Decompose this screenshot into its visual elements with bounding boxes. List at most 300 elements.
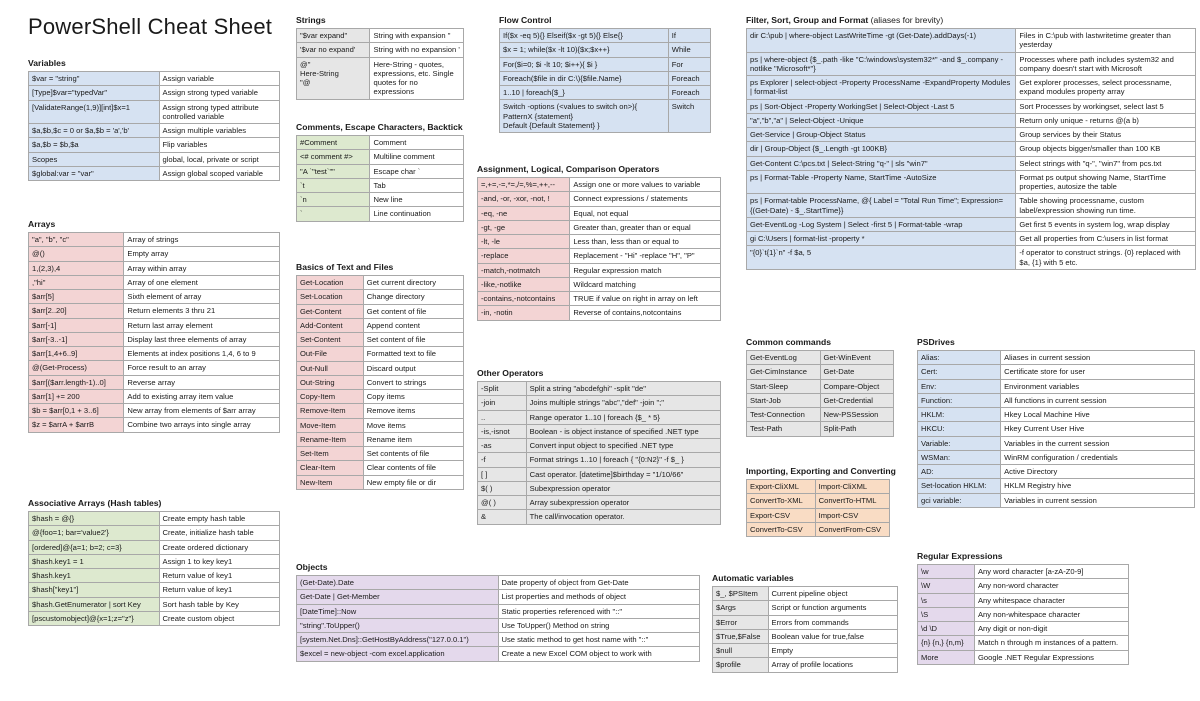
table-row [297, 418, 464, 432]
command-cell: \w [918, 565, 975, 579]
description-cell: Display last three elements of array [124, 332, 280, 346]
table-row [747, 76, 1196, 100]
command-cell: Function: [918, 393, 1001, 407]
description-cell: ConvertTo-HTML [815, 494, 889, 508]
command-cell: HKLM: [918, 408, 1001, 422]
command-cell: ConvertTo-CSV [747, 522, 816, 536]
autovars-table [712, 586, 898, 673]
description-cell: Return elements 3 thru 21 [124, 304, 280, 318]
command-cell: [pscustomobject]@{x=1;z="z"} [29, 611, 160, 625]
command-cell: '$var no expand' [297, 43, 370, 57]
description-cell: WinRM configuration / credentials [1001, 450, 1195, 464]
command-cell: -replace [478, 249, 570, 263]
command-cell: New-Item [297, 475, 364, 489]
table-row [297, 375, 464, 389]
description-cell: Assign variable [159, 72, 279, 86]
table-row [478, 263, 721, 277]
table-row [29, 166, 280, 180]
table-row [297, 150, 464, 164]
table-row [297, 461, 464, 475]
table-row [500, 86, 711, 100]
command-cell: Variable: [918, 436, 1001, 450]
section-heading [746, 15, 1196, 25]
command-cell: Add-Content [297, 318, 364, 332]
command-cell: -match,-notmatch [478, 263, 570, 277]
description-cell: Split-Path [820, 422, 894, 436]
command-cell: [system.Net.Dns]::GetHostByAddress("127.0.0.1") [297, 633, 499, 647]
table-row [747, 246, 1196, 270]
command-cell: -gt, -ge [478, 220, 570, 234]
command-cell: $arr[1] += 200 [29, 389, 124, 403]
table-row [747, 156, 1196, 170]
table-row [918, 565, 1129, 579]
command-cell: $b = $arr[0,1 + 3..6] [29, 404, 124, 418]
command-cell: $arr[5] [29, 290, 124, 304]
command-cell: @" Here-String "@ [297, 57, 370, 99]
table-row [478, 178, 721, 192]
table-row [918, 636, 1129, 650]
table-row [918, 408, 1195, 422]
table-row [747, 170, 1196, 194]
command-cell: Get-CimInstance [747, 365, 821, 379]
table-row [478, 467, 721, 481]
section-heading: Regular Expressions [917, 551, 1003, 561]
table-row [297, 618, 700, 632]
command-cell: Alias: [918, 351, 1001, 365]
table-row [29, 554, 280, 568]
table-row [478, 510, 721, 524]
table-row [500, 29, 711, 43]
arrays-table [28, 232, 280, 433]
description-cell: Create a new Excel COM object to work with [498, 647, 700, 661]
description-cell: TRUE if value on right in array on left [570, 292, 721, 306]
description-cell: Rename item [363, 432, 463, 446]
description-cell: Script or function arguments [768, 601, 898, 615]
table-row [297, 178, 464, 192]
command-cell: [Type]$var="typedVar" [29, 86, 160, 100]
command-cell: gi C:\Users | format-list -property * [747, 232, 1016, 246]
section-comments [296, 122, 464, 222]
description-cell: Get all properties from C:\users in list format [1016, 232, 1196, 246]
command-cell: (Get-Date).Date [297, 576, 499, 590]
description-cell: Get explorer processes, select processname, expand modules property array [1016, 76, 1196, 100]
command-cell: $a,$b = $b,$a [29, 138, 160, 152]
command-cell: Get-Content [297, 304, 364, 318]
description-cell: New array from elements of $arr array [124, 404, 280, 418]
command-cell: ps | Format-table ProcessName, @{ Label = "Total Run Time"; Expression={(Get-Date) - $_.StartTime}} [747, 194, 1016, 218]
description-cell: Assign multiple variables [159, 124, 279, 138]
command-cell: Remove-Item [297, 404, 364, 418]
description-cell: Multiline comment [370, 150, 464, 164]
command-cell: -in, -notin [478, 306, 570, 320]
command-cell: [ValidateRange(1,9)][int]$x=1 [29, 100, 160, 124]
table-row [713, 615, 898, 629]
table-row [29, 597, 280, 611]
description-cell: Array subexpression operator [526, 496, 720, 510]
table-row [918, 351, 1195, 365]
table-row [297, 29, 464, 43]
table-row [713, 587, 898, 601]
table-row [747, 494, 890, 508]
command-cell: $x = 1; while($x -lt 10){$x;$x++} [500, 43, 669, 57]
table-row [29, 404, 280, 418]
command-cell: Out-String [297, 375, 364, 389]
description-cell: Create empty hash table [159, 512, 279, 526]
psdrives-table [917, 350, 1195, 508]
command-cell: Clear-Item [297, 461, 364, 475]
table-row [918, 393, 1195, 407]
table-row [29, 375, 280, 389]
command-cell: $hash = @{} [29, 512, 160, 526]
command-cell: $global:var = "var" [29, 166, 160, 180]
description-cell: Current pipeline object [768, 587, 898, 601]
description-cell: Change directory [363, 290, 463, 304]
command-cell: -and, -or, -xor, -not, ! [478, 192, 570, 206]
table-row [29, 540, 280, 554]
table-row [747, 128, 1196, 142]
table-row [297, 164, 464, 178]
table-row [29, 332, 280, 346]
command-cell: ,"hi" [29, 275, 124, 289]
description-cell: Hkey Local Machine Hive [1001, 408, 1195, 422]
table-row [29, 247, 280, 261]
command-cell: Start-Sleep [747, 379, 821, 393]
command-cell: -as [478, 439, 527, 453]
description-cell: Create ordered dictionary [159, 540, 279, 554]
description-cell: Get-Date [820, 365, 894, 379]
description-cell: Set content of file [363, 333, 463, 347]
command-cell: Rename-Item [297, 432, 364, 446]
section-common-commands [746, 337, 894, 437]
table-row [747, 232, 1196, 246]
command-cell: -lt, -le [478, 235, 570, 249]
command-cell: 1..10 | foreach{$_} [500, 86, 669, 100]
description-cell: Clear contents of file [363, 461, 463, 475]
description-cell: Active Directory [1001, 465, 1195, 479]
description-cell: Get current directory [363, 276, 463, 290]
table-row [747, 194, 1196, 218]
section-operators [477, 164, 721, 321]
table-row [29, 512, 280, 526]
command-cell: Cert: [918, 365, 1001, 379]
description-cell: Empty array [124, 247, 280, 261]
description-cell: While [668, 43, 710, 57]
table-row [918, 365, 1195, 379]
command-cell: "A `"test`"" [297, 164, 370, 178]
table-row [918, 479, 1195, 493]
command-cell: Foreach($file in dir C:\){$file.Name} [500, 71, 669, 85]
description-cell: Return last array element [124, 318, 280, 332]
command-cell: $arr[-1] [29, 318, 124, 332]
description-cell: Convert input object to specified .NET type [526, 439, 720, 453]
table-row [478, 424, 721, 438]
table-row [918, 422, 1195, 436]
description-cell: Reverse of contains,notcontains [570, 306, 721, 320]
description-cell: Use static method to get host name with "::" [498, 633, 700, 647]
command-cell: $hash.key1 [29, 569, 160, 583]
table-row [747, 217, 1196, 231]
description-cell: Aliases in current session [1001, 351, 1195, 365]
description-cell: Joins multiple strings "abc","def" -join ";" [526, 396, 720, 410]
table-row [297, 136, 464, 150]
command-cell: $var = "string" [29, 72, 160, 86]
description-cell: Here-String - quotes, expressions, etc. Single quotes for no expressions [370, 57, 464, 99]
command-cell: `t [297, 178, 370, 192]
filter-table [746, 28, 1196, 270]
command-cell: "string".ToUpper() [297, 618, 499, 632]
description-cell: Flip variables [159, 138, 279, 152]
section-filter-sort [746, 15, 1196, 270]
table-row [500, 43, 711, 57]
description-cell: Array of strings [124, 233, 280, 247]
description-cell: If [668, 29, 710, 43]
description-cell: Reverse array [124, 375, 280, 389]
table-row [297, 633, 700, 647]
description-cell: Variables in the current session [1001, 436, 1195, 450]
description-cell: New line [370, 193, 464, 207]
table-row [478, 277, 721, 291]
command-cell: $( ) [478, 481, 527, 495]
table-row [747, 393, 894, 407]
description-cell: Any digit or non-digit [974, 622, 1128, 636]
table-row [297, 447, 464, 461]
table-row [297, 57, 464, 99]
table-row [29, 275, 280, 289]
command-cell: -contains,-notcontains [478, 292, 570, 306]
command-cell: -eq, -ne [478, 206, 570, 220]
table-row [478, 235, 721, 249]
table-row [297, 404, 464, 418]
command-cell: $_, $PSItem [713, 587, 769, 601]
description-cell: Equal, not equal [570, 206, 721, 220]
section-heading: PSDrives [917, 337, 955, 347]
command-cell: $excel = new-object -com excel.application [297, 647, 499, 661]
description-cell: Any non-whitespace character [974, 607, 1128, 621]
description-cell: Greater than, greater than or equal [570, 220, 721, 234]
section-psdrives [917, 337, 1195, 508]
table-row [29, 611, 280, 625]
table-row [918, 436, 1195, 450]
description-cell: Formatted text to file [363, 347, 463, 361]
section-heading: Flow Control [499, 15, 552, 25]
description-cell: Sort hash table by Key [159, 597, 279, 611]
section-heading: Associative Arrays (Hash tables) [28, 498, 162, 508]
command-cell: AD: [918, 465, 1001, 479]
description-cell: Wildcard matching [570, 277, 721, 291]
table-row [478, 453, 721, 467]
description-cell: Any non-word character [974, 579, 1128, 593]
section-heading: Arrays [28, 219, 56, 229]
description-cell: Files in C:\pub with lastwritetime greater than yesterday [1016, 29, 1196, 53]
description-cell: Hkey Current User Hive [1001, 422, 1195, 436]
command-cell: Out-File [297, 347, 364, 361]
table-row [29, 304, 280, 318]
operators-table [477, 177, 721, 321]
table-row [297, 604, 700, 618]
command-cell: $z = $arrA + $arrB [29, 418, 124, 432]
table-row [29, 318, 280, 332]
table-row [29, 124, 280, 138]
description-cell: Get content of file [363, 304, 463, 318]
command-cell: Move-Item [297, 418, 364, 432]
comments-table [296, 135, 464, 222]
section-regex [917, 551, 1129, 665]
description-cell: Any word character [a-zA-Z0-9] [974, 565, 1128, 579]
command-cell: dir C:\pub | where-object LastWriteTime -gt (Get-Date).addDays(-1) [747, 29, 1016, 53]
table-row [747, 29, 1196, 53]
table-row [500, 100, 711, 133]
table-row [29, 152, 280, 166]
table-row [297, 43, 464, 57]
command-cell: #Comment [297, 136, 370, 150]
table-row [29, 138, 280, 152]
command-cell: Get-Date | Get-Member [297, 590, 499, 604]
command-cell: {n} {n,} {n,m} [918, 636, 975, 650]
section-flow-control [499, 15, 711, 133]
command-cell: More [918, 650, 975, 664]
command-cell: ps | Sort-Object -Property WorkingSet | Select-Object -Last 5 [747, 99, 1016, 113]
table-row [297, 347, 464, 361]
description-cell: Get-WinEvent [820, 351, 894, 365]
table-row [297, 475, 464, 489]
section-heading: Automatic variables [712, 573, 794, 583]
description-cell: Array of profile locations [768, 658, 898, 672]
description-cell: global, local, private or script [159, 152, 279, 166]
hashtables-table [28, 511, 280, 626]
table-row [500, 71, 711, 85]
description-cell: Table showing processname, custom label/expression showing run time. [1016, 194, 1196, 218]
command-cell: @() [29, 247, 124, 261]
command-cell: gci variable: [918, 493, 1001, 507]
flowcontrol-table [499, 28, 711, 133]
section-heading: Assignment, Logical, Comparison Operators [477, 164, 660, 174]
table-row [478, 410, 721, 424]
table-row [478, 382, 721, 396]
command-cell: \W [918, 579, 975, 593]
table-row [297, 361, 464, 375]
table-row [29, 361, 280, 375]
table-row [29, 347, 280, 361]
table-row [297, 647, 700, 661]
table-row [713, 601, 898, 615]
section-heading: Variables [28, 58, 66, 68]
description-cell: Select strings with "q-", "win7" from pcs.txt [1016, 156, 1196, 170]
description-cell: Empty [768, 644, 898, 658]
section-heading: Other Operators [477, 368, 544, 378]
table-row [297, 207, 464, 221]
description-cell: Copy items [363, 390, 463, 404]
command-cell: @{foo=1; bar='value2'} [29, 526, 160, 540]
description-cell: Format strings 1..10 | foreach { "{0:N2}" -f $_ } [526, 453, 720, 467]
description-cell: Add to existing array item value [124, 389, 280, 403]
description-cell: Replacement - "Hi" -replace "H", "P" [570, 249, 721, 263]
table-row [478, 292, 721, 306]
table-row [918, 465, 1195, 479]
description-cell: Environment variables [1001, 379, 1195, 393]
table-row [29, 290, 280, 304]
table-row [747, 99, 1196, 113]
section-heading: Objects [296, 562, 328, 572]
description-cell: Switch [668, 100, 710, 133]
regex-table [917, 564, 1129, 665]
command-cell: Set-Location [297, 290, 364, 304]
description-cell: Append content [363, 318, 463, 332]
command-cell: $profile [713, 658, 769, 672]
command-cell: .. [478, 410, 527, 424]
table-row [478, 496, 721, 510]
command-cell: `n [297, 193, 370, 207]
command-cell: ConvertTo-XML [747, 494, 816, 508]
description-cell: -f operator to construct strings. {0} replaced with $a, {1} with 5 etc. [1016, 246, 1196, 270]
description-cell: Tab [370, 178, 464, 192]
command-cell: Get-EventLog [747, 351, 821, 365]
command-cell: \S [918, 607, 975, 621]
description-cell: Split a string "abcdefghi" -split "de" [526, 382, 720, 396]
otherops-table [477, 381, 721, 525]
table-row [747, 365, 894, 379]
table-row [297, 193, 464, 207]
command-cell: $hash.GetEnumerator | sort Key [29, 597, 160, 611]
table-row [747, 142, 1196, 156]
command-cell: $arr[-3..-1] [29, 332, 124, 346]
table-row [478, 306, 721, 320]
description-cell: Get-Credential [820, 393, 894, 407]
table-row [478, 192, 721, 206]
table-row [297, 304, 464, 318]
section-heading: Importing, Exporting and Converting [746, 466, 896, 476]
table-row [29, 261, 280, 275]
section-arrays [28, 219, 280, 433]
command-cell: [DateTime]::Now [297, 604, 499, 618]
description-cell: Set contents of file [363, 447, 463, 461]
command-cell: Get-EventLog -Log System | Select -first 5 | Format-table -wrap [747, 217, 1016, 231]
table-row [747, 408, 894, 422]
command-cell: Get-Service | Group-Object Status [747, 128, 1016, 142]
section-heading: Comments, Escape Characters, Backtick [296, 122, 463, 132]
description-cell: Date property of object from Get-Date [498, 576, 700, 590]
description-cell: Subexpression operator [526, 481, 720, 495]
section-import-export [746, 466, 896, 537]
command-cell: "{0}`t{1}`n" -f $a, 5 [747, 246, 1016, 270]
description-cell: HKLM Registry hive [1001, 479, 1195, 493]
command-cell: [ordered]@{a=1; b=2; c=3} [29, 540, 160, 554]
table-row [478, 439, 721, 453]
table-row [297, 576, 700, 590]
command-cell: $null [713, 644, 769, 658]
description-cell: Group objects bigger/smaller than 100 KB [1016, 142, 1196, 156]
description-cell: Foreach [668, 86, 710, 100]
command-cell: $Error [713, 615, 769, 629]
command-cell: ps | Format-Table -Property Name, StartTime -AutoSize [747, 170, 1016, 194]
description-cell: For [668, 57, 710, 71]
command-cell: & [478, 510, 527, 524]
description-cell: Processes where path includes system32 and company doesn't start with Microsoft [1016, 52, 1196, 76]
command-cell: Env: [918, 379, 1001, 393]
table-row [713, 629, 898, 643]
description-cell: Use ToUpper() Method on string [498, 618, 700, 632]
description-cell: Range operator 1..10 | foreach {$_ * 5} [526, 410, 720, 424]
command-cell: $arr[1,4+6..9] [29, 347, 124, 361]
command-cell: -join [478, 396, 527, 410]
table-row [747, 52, 1196, 76]
description-cell: Less than, less than or equal to [570, 235, 721, 249]
description-cell: Assign strong typed variable [159, 86, 279, 100]
description-cell: Convert to strings [363, 375, 463, 389]
heading-main: Filter, Sort, Group and Format [746, 15, 869, 25]
section-other-operators [477, 368, 721, 525]
description-cell: Remove items [363, 404, 463, 418]
command-cell: 1,(2,3),4 [29, 261, 124, 275]
